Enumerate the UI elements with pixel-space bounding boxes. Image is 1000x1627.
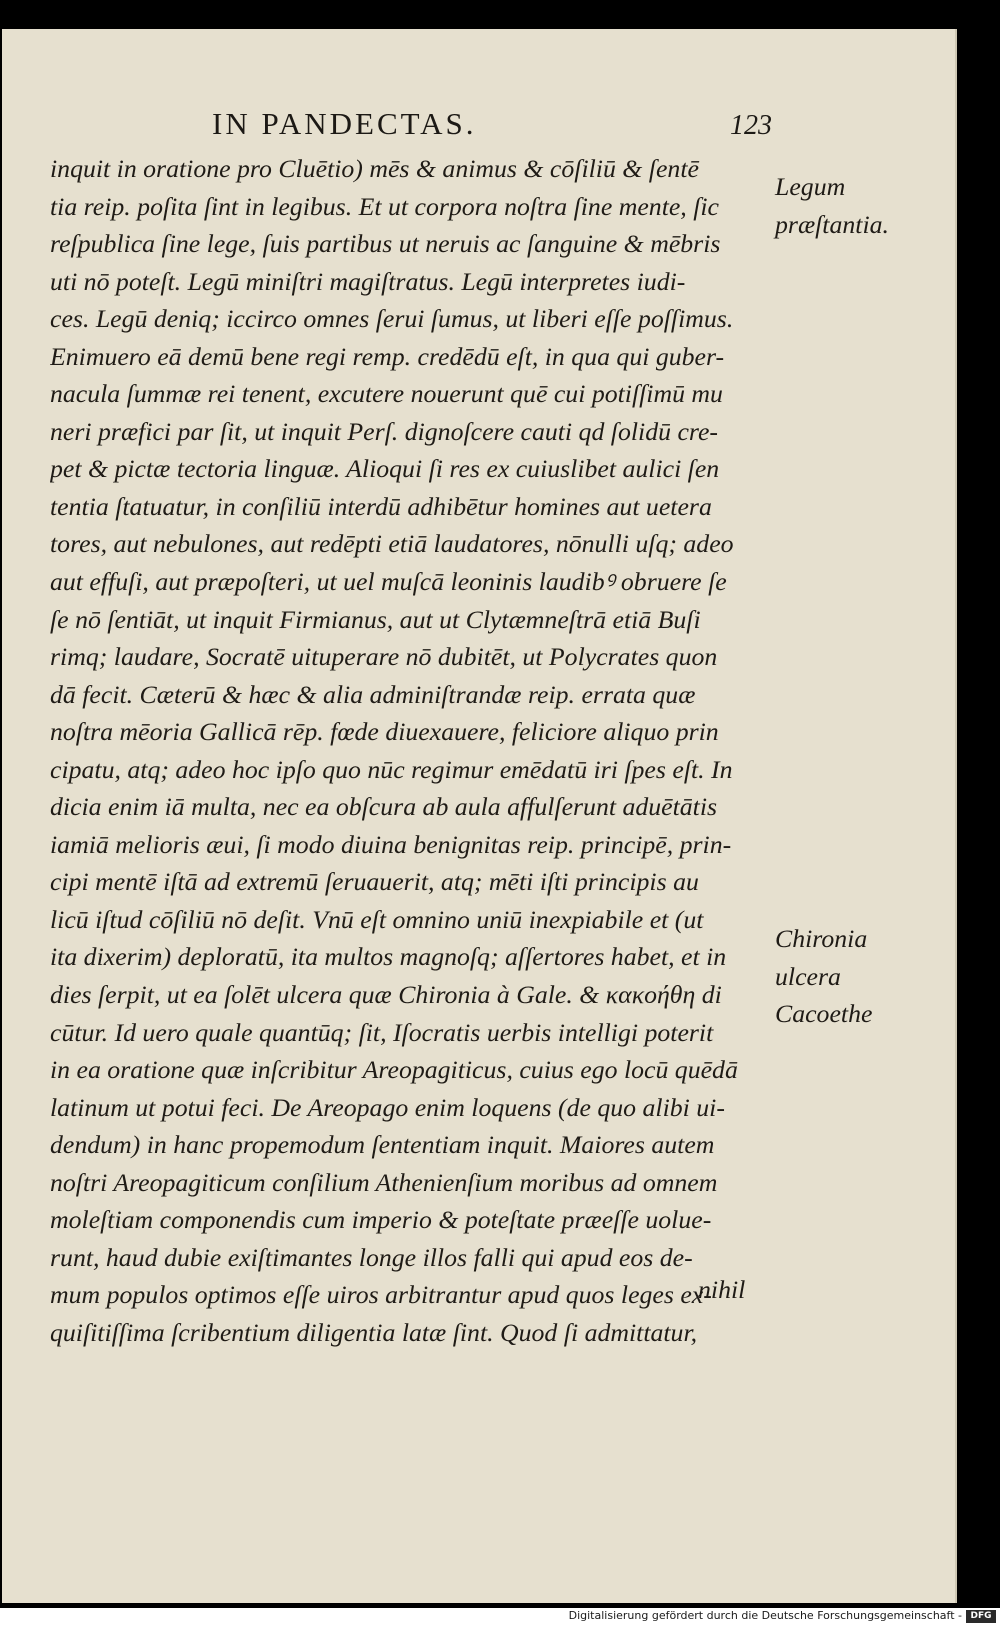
text-line: ces. Legū deniq; iccirco omnes ſerui ſumus, ut liberi eſſe poſſimus. bbox=[50, 304, 734, 334]
text-line: Enimuero eā demū bene regi remp. credēdū eſt, in qua qui guber- bbox=[50, 341, 725, 371]
text-line: licū iſtud cōſiliū nō deſit. Vnū eſt omnino uniū inexpiabile et (ut bbox=[50, 904, 704, 934]
text-line: pet & pictæ tectoria linguæ. Alioqui ſi res ex cuiuslibet aulici ſen bbox=[50, 454, 720, 484]
marginal-note-legum bbox=[775, 168, 925, 243]
text-line: tores, aut nebulones, aut redēpti etiā laudatores, nōnulli uſq; adeo bbox=[50, 529, 734, 559]
text-line: uti nō poteſt. Legū miniſtri magiſtratus. Legū interpretes iudi- bbox=[50, 266, 686, 296]
text-line: tia reip. poſita ſint in legibus. Et ut corpora noſtra ſine mente, ſic bbox=[50, 191, 719, 221]
footer-bar bbox=[0, 1608, 1000, 1627]
text-line: iamiā melioris æui, ſi modo diuina benignitas reip. principē, prin- bbox=[50, 829, 732, 859]
text-line: reſpublica ſine lege, ſuis partibus ut neruis ac ſanguine & mēbris bbox=[50, 229, 721, 259]
text-line: moleſtiam componendis cum imperio & poteſtate præeſſe uolue- bbox=[50, 1205, 712, 1235]
footer-credit: Digitalisierung gefördert durch die Deutsche Forschungsgemeinschaft - bbox=[568, 1609, 962, 1622]
text-line: ſe nō ſentiāt, ut inquit Firmianus, aut ut Clytæmneſtrā etiā Buſi bbox=[50, 604, 701, 634]
text-line: dendum) in hanc propemodum ſententiam inquit. Maiores autem bbox=[50, 1130, 715, 1160]
text-line: dicia enim iā multa, nec ea obſcura ab aula affulſerunt aduētātis bbox=[50, 792, 718, 822]
text-line: cūtur. Id uero quale quantūq; ſit, Iſocratis uerbis intelligi poterit bbox=[50, 1017, 714, 1047]
text-line: latinum ut potui feci. De Areopago enim loquens (de quo alibi ui- bbox=[50, 1092, 725, 1122]
running-head bbox=[212, 106, 772, 146]
text-line: nacula ſummæ rei tenent, excutere nouerunt quē cui potiſſimū mu bbox=[50, 379, 723, 409]
text-line: cipatu, atq; adeo hoc ipſo quo nūc regimur emēdatū iri ſpes eſt. In bbox=[50, 754, 733, 784]
text-line: tentia ſtatuatur, in conſiliū interdū adhibētur homines aut uetera bbox=[50, 491, 712, 521]
text-line: noſtra mēoria Gallicā rēp. fœde diuexauere, feliciore aliquo prin bbox=[50, 717, 719, 747]
text-line: noſtri Areopagiticum conſilium Athenienſium moribus ad omnem bbox=[50, 1167, 718, 1197]
text-line: mum populos optimos eſſe uiros arbitrantur apud quos leges ex- bbox=[50, 1280, 712, 1310]
text-line: rimq; laudare, Socratē uituperare nō dubitēt, ut Polycrates quon bbox=[50, 642, 718, 672]
text-line: neri præfici par ſit, ut inquit Perſ. dignoſcere cauti qd ſolidū cre- bbox=[50, 416, 719, 446]
page-number: 123 bbox=[730, 110, 772, 141]
marginal-note-line: Legum bbox=[775, 172, 846, 201]
marginal-note-line: præſtantia. bbox=[775, 209, 889, 239]
running-title: IN PANDECTAS. bbox=[212, 106, 477, 141]
marginal-note-line: ulcera bbox=[775, 961, 841, 991]
text-line: quiſitiſſima ſcribentium diligentia latæ ſint. Quod ſi admittatur, bbox=[50, 1317, 698, 1347]
dfg-logo: DFG bbox=[966, 1610, 996, 1623]
text-line: runt, haud dubie exiſtimantes longe illos falli qui apud eos de- bbox=[50, 1242, 693, 1272]
catchword: nihil bbox=[698, 1275, 746, 1304]
text-line: in ea oratione quæ inſcribitur Areopagiticus, cuius ego locū quēdā bbox=[50, 1055, 738, 1085]
marginal-note-line: Cacoethe bbox=[775, 999, 873, 1029]
text-line: dā fecit. Cæterū & hæc & alia adminiſtrandæ reip. errata quæ bbox=[50, 679, 696, 709]
text-line: inquit in oratione pro Cluētio) mēs & animus & cōſiliū & ſentē bbox=[50, 154, 699, 183]
text-line: cipi mentē iſtā ad extremū ſeruauerit, atq; mēti iſti principis au bbox=[50, 867, 699, 897]
body-text bbox=[50, 150, 766, 1352]
marginal-note-chironia bbox=[775, 920, 925, 1033]
text-line: dies ſerpit, ut ea ſolēt ulcera quæ Chironia à Gale. & κακοήθη di bbox=[50, 980, 722, 1010]
marginal-note-line: Chironia bbox=[775, 924, 868, 953]
text-line: ita dixerim) deploratū, ita multos magnoſq; aſſertores habet, et in bbox=[50, 942, 727, 972]
text-line: aut effuſi, aut præpoſteri, ut uel muſcā leoninis laudibꝰ obruere ſe bbox=[50, 567, 727, 597]
